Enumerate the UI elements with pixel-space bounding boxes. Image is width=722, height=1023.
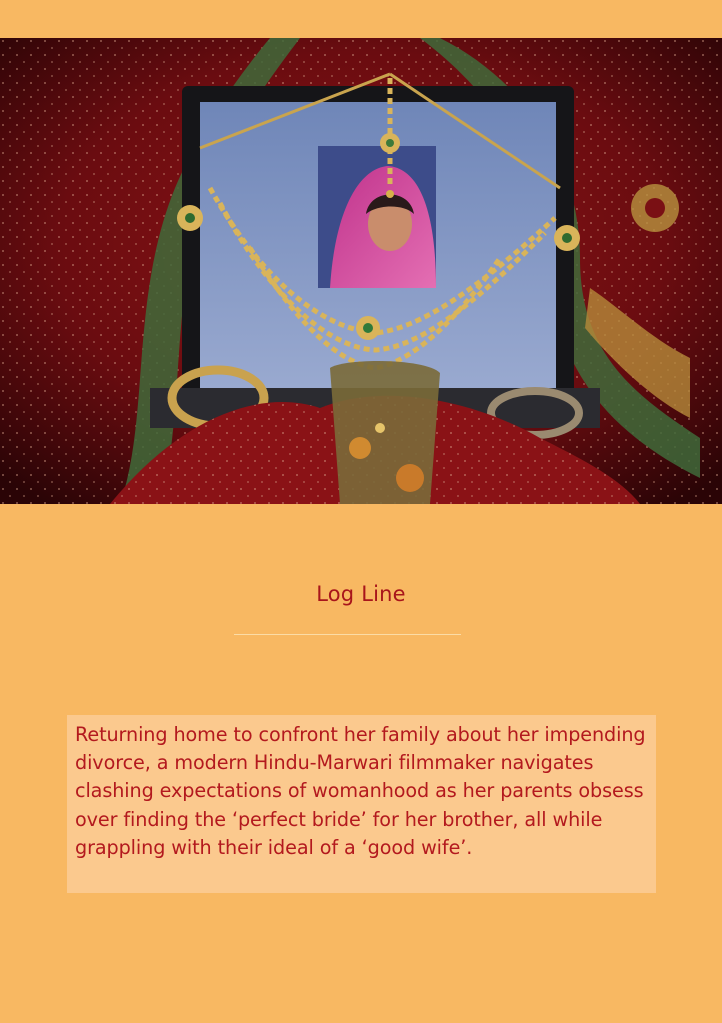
heading-divider bbox=[234, 634, 461, 635]
hero-illustration bbox=[0, 38, 722, 504]
logline-text: Returning home to confront her family about her impending divorce, a modern Hindu-Marwari filmmaker navigates clashing expectations of womanhood as her parents obsess over finding the ‘perfect bride’ for her brother, all while grappling with their ideal of a ‘good wife’. bbox=[75, 723, 646, 859]
embroidered-panel bbox=[330, 361, 440, 504]
logline-box bbox=[67, 715, 656, 893]
section-heading: Log Line bbox=[316, 582, 406, 606]
hero-photo bbox=[0, 38, 722, 504]
